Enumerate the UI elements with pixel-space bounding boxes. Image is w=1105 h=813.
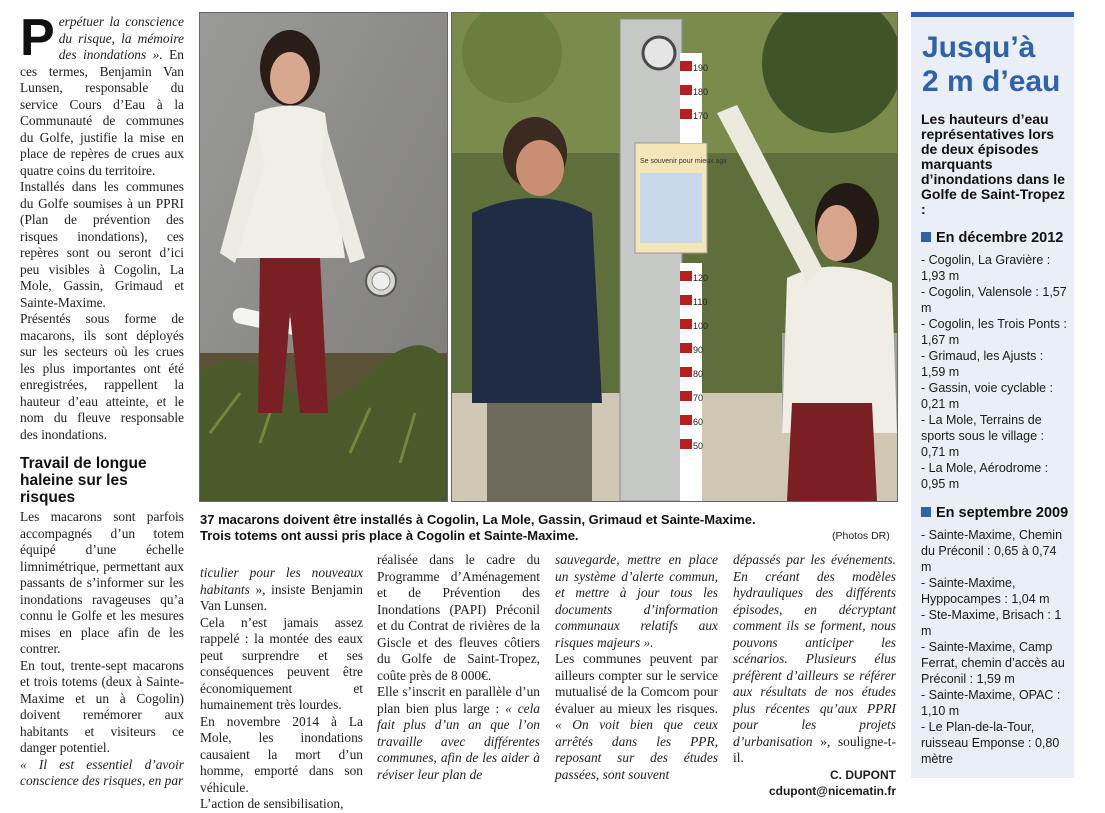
text: Elle s’inscrit en parallèle d’un plan bien plus large :	[377, 684, 540, 716]
sidebar-section-heading: En décembre 2012	[921, 230, 1074, 246]
paragraph: En novembre 2014 à La Mole, les inondations causaient la mort d’un homme, emporté dans son véhicule.	[200, 713, 363, 795]
sidebar-list-item: - Sainte-Maxime, Chemin du Préconil : 0,65 à 0,74 m	[921, 528, 1063, 574]
paragraph	[555, 651, 718, 783]
sidebar-list-item: - Cogolin, La Gravière : 1,93 m	[921, 253, 1051, 283]
sidebar-list-item: - Sainte-Maxime, OPAC : 1,10 m	[921, 688, 1061, 718]
scale-label: 110	[693, 297, 708, 307]
paragraph: Les macarons sont parfois accompagnés d’un totem équipé d’une échelle limnimétrique, permettant aux passants de s’informer sur les inondations ravageuses qu’a connu le Golfe et les mesures mises en place afin de les contrer.	[20, 509, 184, 656]
paragraph	[733, 552, 896, 767]
article-column-1	[20, 9, 184, 790]
totem-panel-title: Se souvenir pour mieux agir	[640, 158, 728, 165]
sidebar-list-item: - Cogolin, les Trois Ponts : 1,67 m	[921, 317, 1067, 347]
scale-label: 70	[693, 393, 704, 403]
photo-credit: (Photos DR)	[832, 530, 890, 542]
text: Les communes peuvent par ailleurs compter sur le service mutualisé de la Comcom pour évaluer au mieux les risques.	[555, 651, 718, 716]
article-column-2	[200, 565, 363, 813]
sidebar-list-item: - La Mole, Terrains de sports sous le village : 0,71 m	[921, 413, 1044, 459]
article-column-3	[377, 552, 540, 783]
lead-quote: erpétuer la conscience du risque, la mémoire des inondations ».	[58, 14, 184, 62]
quote: « cela fait plus d’un an que l’on travaille avec différentes communes, afin de les aider à réviser leur plan de	[377, 700, 540, 782]
photo-totem-flood-scale	[451, 12, 898, 502]
sidebar-top-bar	[911, 12, 1074, 17]
subheading: Travail de longue haleine sur les risques	[20, 455, 147, 506]
paragraph: L’action de sensibilisation,	[200, 796, 344, 811]
sidebar-list-item: - Le Plan-de-la-Tour, ruisseau Emponse : 0,80 mètre	[921, 720, 1060, 766]
scale-label: 100	[693, 321, 709, 331]
text: », souligne-t-il.	[733, 733, 896, 765]
scale-label: 80	[693, 369, 704, 379]
sidebar-list-item: - Gassin, voie cyclable : 0,21 m	[921, 381, 1053, 411]
scale-label: 60	[693, 417, 704, 427]
sidebar-list-item: - Ste-Maxime, Brisach : 1 m	[921, 608, 1062, 638]
sidebar-title: Jusqu’à 2 m d’eau	[922, 31, 1061, 98]
square-bullet-icon	[921, 507, 931, 517]
quote: ticulier pour les nouveaux habitants	[200, 565, 363, 597]
lead-paragraph	[20, 9, 184, 179]
photo-right-illustration	[452, 13, 897, 501]
scale-label: 170	[693, 111, 709, 121]
paragraph: Cela n’est jamais assez rappelé : la montée des eaux peut surprendre et ses conséquences peuvent être économiquement et humainement très lourdes.	[200, 614, 363, 712]
drop-cap: P	[20, 9, 55, 67]
caption-line-1: 37 macarons doivent être installés à Cogolin, La Mole, Gassin, Grimaud et Sainte-Maxime.	[200, 512, 756, 527]
paragraph	[200, 565, 363, 615]
sidebar-section-heading: En septembre 2009	[921, 505, 1074, 521]
sidebar-intro: Les hauteurs d’eau représentatives lors de deux épisodes marquants d’inondations dans le Golfe de Saint-Tropez :	[921, 111, 1065, 217]
paragraph: réalisée dans le cadre du Programme d’Aménagement et de Prévention des Inondations (PAPI) Préconil et du Contrat de rivières de la Giscle et des fleuves côtiers du Golfe de Saint-Tropez, coûte près de 8 000€.	[377, 552, 540, 683]
photo-left-illustration	[200, 13, 447, 501]
paragraph: Installés dans les communes du Golfe soumises à un PPRI (Plan de prévention des risques inondations), ces repères sont ou seront d’ici peu visibles à Cogolin, La Mole, Gassin, Grimaud et Sainte-Maxime.	[20, 179, 184, 310]
author-email[interactable]: cdupont@nicematin.fr	[768, 783, 896, 798]
quote: « On voit bien que ceux arrêtés dans les PPR, reposant sur des études passées, sont souvent	[555, 717, 718, 782]
caption-line-2: Trois totems ont aussi pris place à Cogolin et Sainte-Maxime.	[200, 528, 579, 543]
photo-caption	[200, 512, 900, 544]
quote: sauvegarde, mettre en place un système d’alerte commun, et mettre à jour tous les documents d’information communaux relatifs aux risques majeurs ».	[555, 552, 718, 650]
sidebar-list-item: - Sainte-Maxime, Hyppocampes : 1,04 m	[921, 576, 1050, 606]
paragraph: « Il est essentiel d’avoir conscience des risques, en par	[20, 756, 184, 788]
article-column-4	[555, 552, 718, 783]
scale-label: 50	[693, 441, 704, 451]
scale-label: 120	[693, 273, 709, 283]
paragraph	[377, 684, 540, 783]
square-bullet-icon	[921, 232, 931, 242]
paragraph: Présentés sous forme de macarons, ils sont déployés sur les secteurs où les crues les plus importantes ont été enregistrées, rappellent la hauteur d’eau atteinte, et le nom du fleuve responsable des inondations.	[20, 311, 184, 442]
sidebar-list-item: - Cogolin, Valensole : 1,57 m	[921, 285, 1067, 315]
scale-label: 90	[693, 345, 704, 355]
author-name: C. DUPONT	[830, 767, 896, 782]
scale-label: 180	[693, 87, 709, 97]
scale-label: 190	[693, 63, 709, 73]
text: », insiste Benjamin Van Lunsen.	[200, 581, 363, 613]
sidebar-list-item: - Sainte-Maxime, Camp Ferrat, chemin d’accès au Préconil : 1,59 m	[921, 640, 1065, 686]
sidebar-list-item: - La Mole, Aérodrome : 0,95 m	[921, 461, 1049, 491]
article-column-5	[733, 552, 896, 799]
photo-woman-with-flood-marker	[199, 12, 448, 502]
paragraph: En tout, trente-sept macarons et trois totems (deux à Sainte-Maxime et un à Cogolin) doivent remémorer aux habitants et visiteurs ce danger potentiel.	[20, 657, 184, 755]
sidebar-box	[911, 12, 1074, 778]
sidebar-list-item: - Grimaud, les Ajusts : 1,59 m	[921, 349, 1044, 379]
quote: dépassés par les événements. En créant des modèles hydrauliques des différents épisodes, en décryptant comment ils se forment, nous pouvons anticiper les scénarios. Plusieurs élus préfèrent d’ailleurs se référer aux résultats de nos études plus récentes qu’aux PPRI pour les projets d’urbanisation	[733, 552, 896, 749]
lead-text: En ces termes, Benjamin Van Lunsen, responsable du service Cours d’Eau à la Communauté de communes du Golfe, justifie la mise en place de repères de crues aux quatre coins du territoire.	[20, 47, 184, 178]
